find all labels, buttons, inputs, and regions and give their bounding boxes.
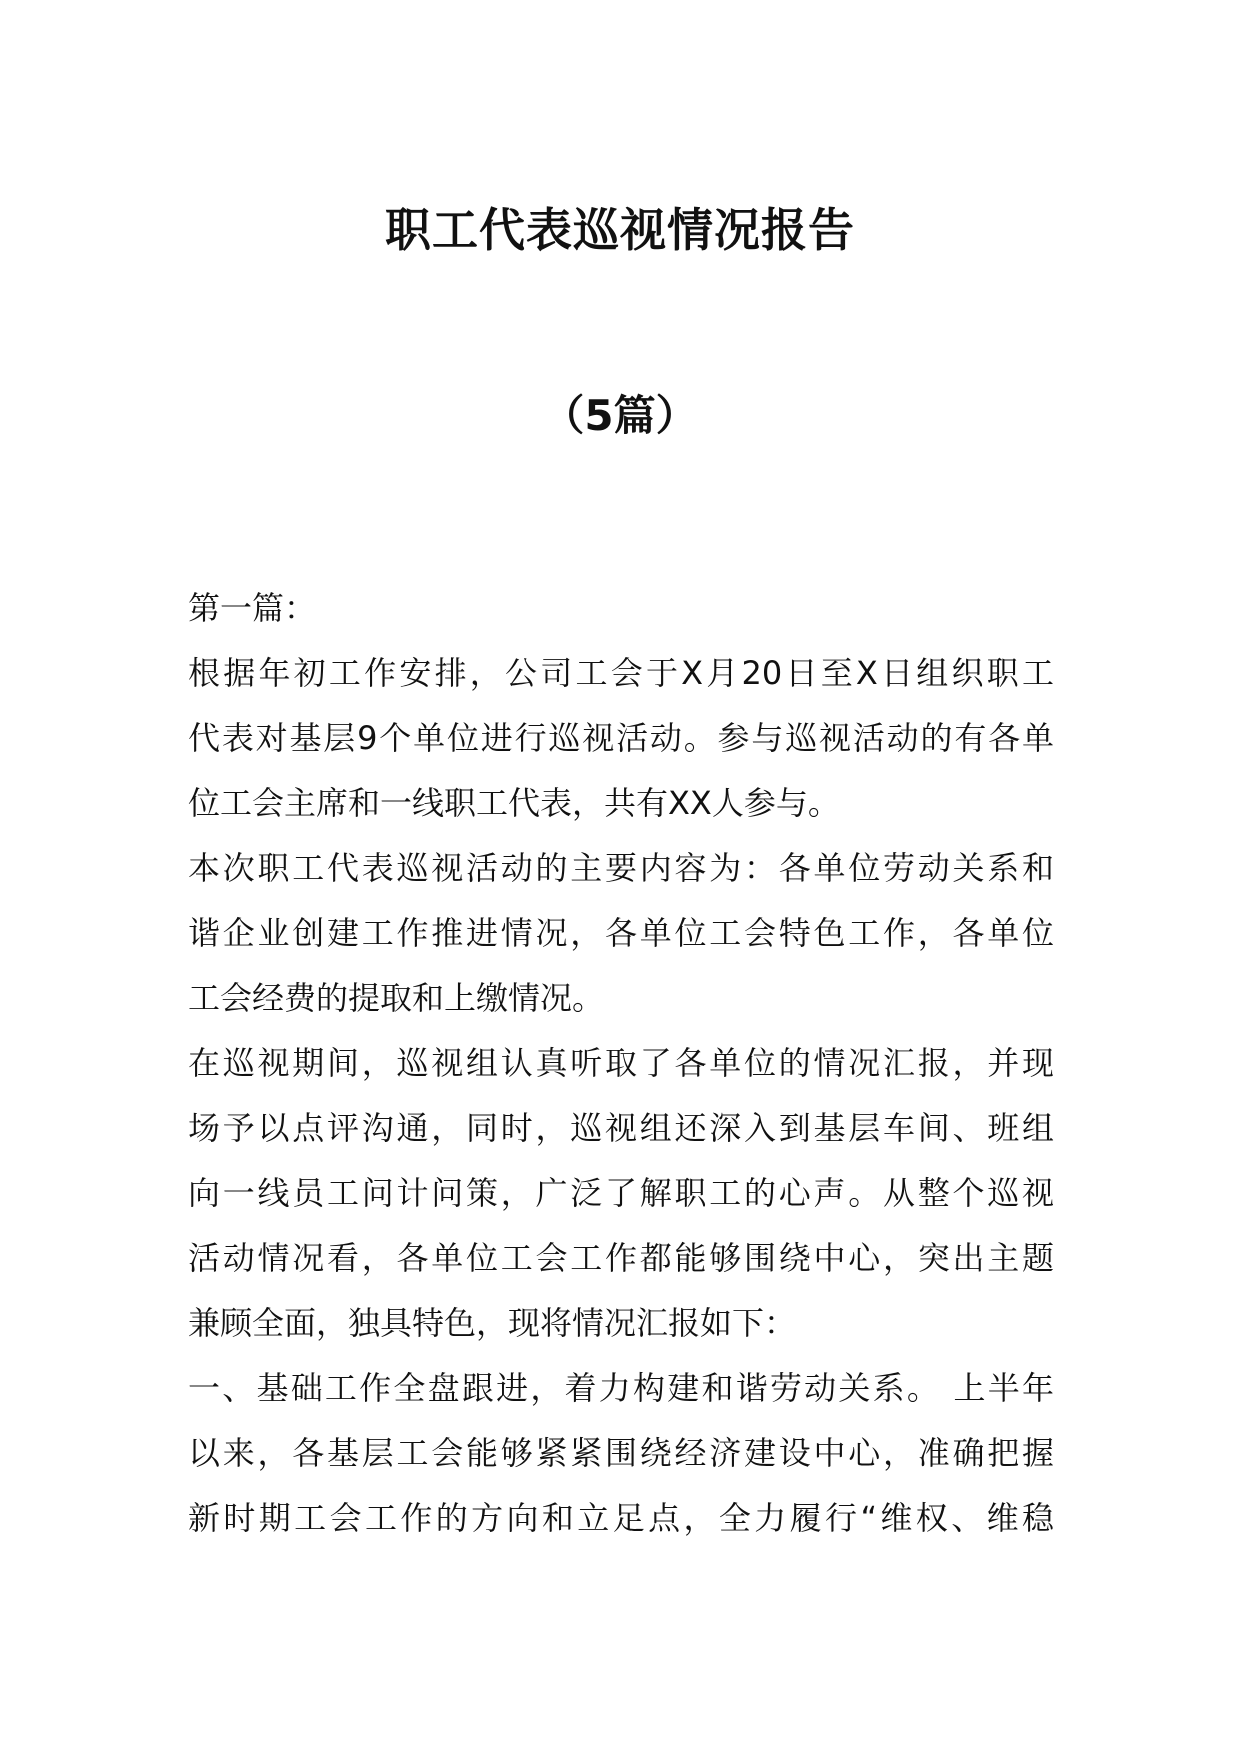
body-line: 活动情况看，各单位工会工作都能够围绕中心，突出主题	[188, 1239, 1054, 1277]
body-line: 代表对基层9个单位进行巡视活动。参与巡视活动的有各单	[188, 719, 1054, 757]
body-line: 新时期工会工作的方向和立足点，全力履行“维权、维稳	[188, 1499, 1054, 1537]
body-line: 根据年初工作安排，公司工会于X月20日至X日组织职工	[188, 654, 1054, 692]
body-line: 位工会主席和一线职工代表，共有XX人参与。	[188, 784, 840, 822]
section-heading: 第一篇：	[188, 589, 317, 627]
body-line: 一、基础工作全盘跟进，着力构建和谐劳动关系。 上半年	[188, 1369, 1054, 1407]
body-line: 场予以点评沟通，同时，巡视组还深入到基层车间、班组	[188, 1109, 1054, 1147]
body-line: 兼顾全面，独具特色，现将情况汇报如下：	[188, 1304, 797, 1342]
body-line: 在巡视期间，巡视组认真听取了各单位的情况汇报，并现	[188, 1044, 1054, 1082]
document-subtitle: （5篇）	[542, 391, 698, 440]
body-line: 谐企业创建工作推进情况，各单位工会特色工作，各单位	[188, 914, 1054, 952]
body-line: 以来，各基层工会能够紧紧围绕经济建设中心，准确把握	[188, 1434, 1054, 1472]
document-body	[188, 576, 1054, 1551]
body-line: 本次职工代表巡视活动的主要内容为：各单位劳动关系和	[188, 849, 1054, 887]
body-line: 工会经费的提取和上缴情况。	[188, 979, 605, 1017]
document-title: 职工代表巡视情况报告	[385, 203, 855, 257]
body-line: 向一线员工问计问策，广泛了解职工的心声。从整个巡视	[188, 1174, 1054, 1212]
